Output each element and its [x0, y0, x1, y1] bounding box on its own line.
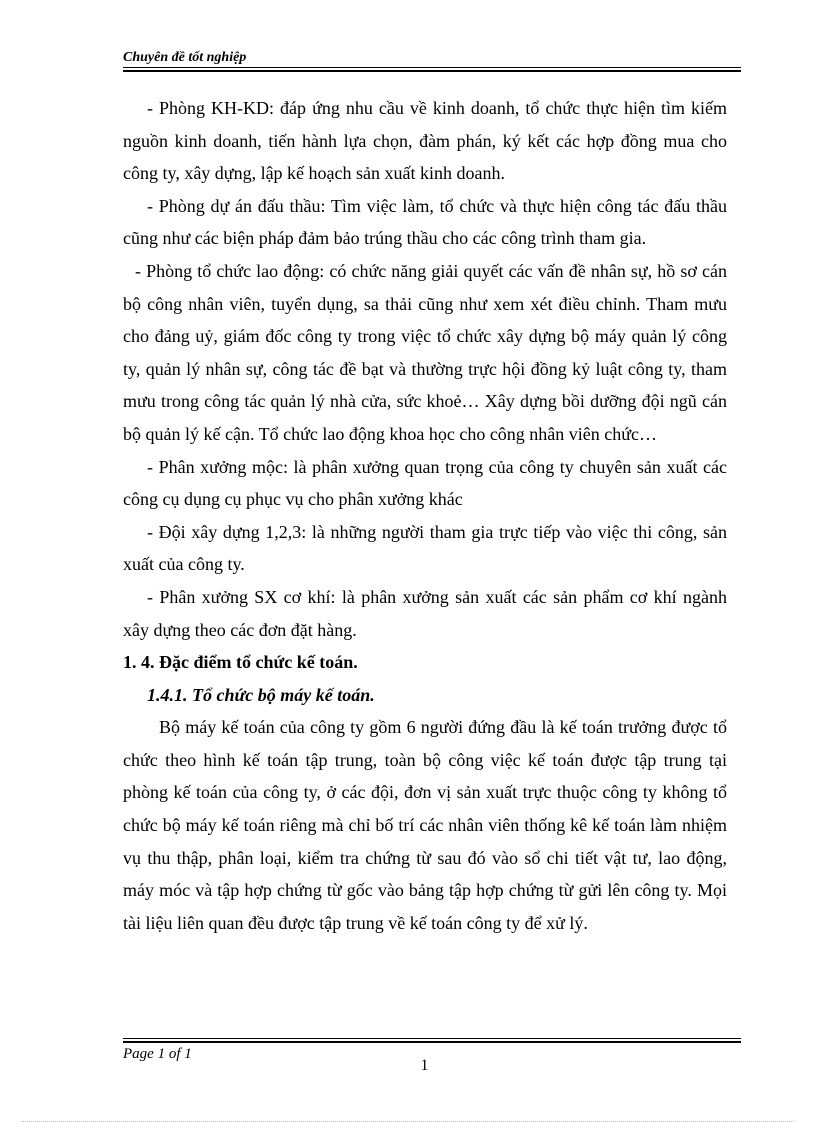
footer-rule-bottom: [123, 1041, 741, 1043]
paragraph-kh-kd: - Phòng KH-KD: đáp ứng nhu cầu về kinh doanh, tổ chức thực hiện tìm kiếm nguồn kinh doanh, tiến hành lựa chọn, đàm phán, ký kết các hợp đồng mua cho công ty, xây dựng, lập kế hoạch sản xuất kinh doanh.: [123, 98, 727, 184]
paragraph-to-chuc: - Phòng tổ chức lao động: có chức năng giải quyết các vấn đề nhân sự, hồ sơ cán bộ công nhân viên, tuyển dụng, sa thải cũng như xem xét điều chỉnh. Tham mưu cho đảng uỷ, giám đốc công ty trong việc tổ chức xây dựng bộ máy quản lý công ty, quản lý nhân sự, công tác đề bạt và thường trực hội đồng kỷ luật công ty, tham mưu trong công tác quản lý nhà cửa, sức khoẻ… Xây dựng bồi dưỡng đội ngũ cán bộ quản lý kế cận. Tổ chức lao động khoa học cho công nhân viên chức…: [123, 260, 727, 444]
paragraph-phan-xuong-moc: - Phân xưởng mộc: là phân xưởng quan trọng của công ty chuyên sản xuất các công cụ dụng cụ phục vụ cho phân xưởng khác: [123, 456, 727, 510]
footer-rule-top: [123, 1038, 741, 1039]
page-edge-divider: [22, 1121, 794, 1122]
header-rule-top: [123, 67, 741, 68]
paragraph-co-khi: - Phân xưởng SX cơ khí: là phân xưởng sản xuất các sản phẩm cơ khí ngành xây dựng theo các đơn đặt hàng.: [123, 586, 727, 640]
subsection-heading: 1.4.1. Tổ chức bộ máy kế toán.: [147, 684, 375, 705]
page-number: 1: [420, 1057, 429, 1074]
header-rule-bottom: [123, 70, 741, 72]
paragraph-doi-xay-dung: - Đội xây dựng 1,2,3: là những người tham gia trực tiếp vào việc thi công, sản xuất của công ty.: [123, 521, 727, 575]
paragraph-bo-may: Bộ máy kế toán của công ty gồm 6 người đứng đầu là kế toán trưởng được tổ chức theo hình kế toán tập trung, toàn bộ công việc kế toán được tập trung tại phòng kế toán của công ty, ở các đội, đơn vị sản xuất trực thuộc công ty không tổ chức bộ máy kế toán riêng mà chỉ bố trí các nhân viên thống kê kế toán làm nhiệm vụ thu thập, phân loại, kiểm tra chứng từ sau đó vào sổ chi tiết vật tư, lao động, máy móc và tập hợp chứng từ gốc vào bảng tập hợp chứng từ gửi lên công ty. Mọi tài liệu liên quan đều được tập trung về kế toán công ty để xử lý.: [123, 717, 727, 933]
section-heading: 1. 4. Đặc điểm tổ chức kế toán.: [123, 652, 358, 673]
paragraph-du-an: - Phòng dự án đấu thầu: Tìm việc làm, tổ chức và thực hiện công tác đấu thầu cũng như các biện pháp đảm bảo trúng thầu cho các công trình tham gia.: [123, 195, 727, 249]
header-title: Chuyên đề tốt nghiệp: [123, 50, 247, 65]
footer-page-label: Page 1 of 1: [123, 1046, 192, 1062]
document-body: [123, 92, 727, 939]
